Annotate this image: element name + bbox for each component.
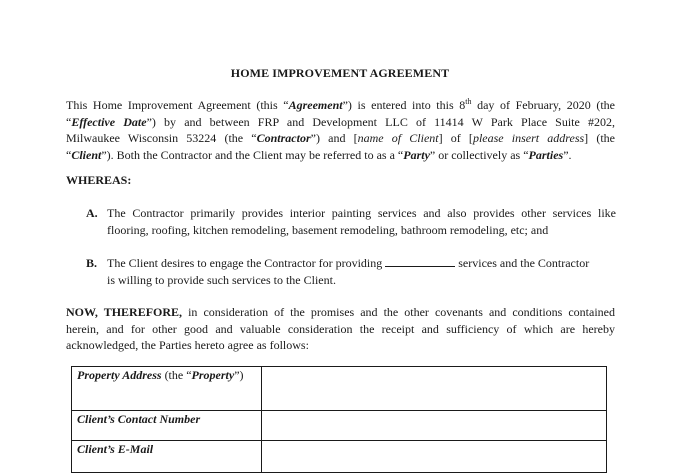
intro-line-2: “Effective Date”) by and between FRP and Development LLC of 11414 W Park Place Suite #202, <box>66 114 615 129</box>
defined-term-party: Party <box>403 147 430 162</box>
intro-line-1: This Home Improvement Agreement (this “Agreement”) is entered into this 8th day of February, 2020 (the <box>66 97 615 112</box>
defined-term-contractor: Contractor <box>256 131 311 145</box>
intro-paragraph <box>66 94 615 163</box>
property-address-label: Property Address (the “Property”) <box>72 367 262 411</box>
table-row <box>72 367 607 411</box>
recital-b-line-1: The Client desires to engage the Contractor for providing services and the Contractor <box>107 256 590 270</box>
defined-term-agreement: Agreement <box>288 98 343 112</box>
whereas-heading: WHEREAS: <box>66 173 132 187</box>
contact-number-label: Client’s Contact Number <box>72 411 262 441</box>
now-therefore-lead: NOW, THEREFORE, <box>66 305 183 319</box>
recital-label: A. <box>86 206 98 220</box>
now-therefore-line-2: herein, and for other good and valuable consideration the receipt and sufficiency of which are hereby <box>66 321 615 336</box>
client-name-placeholder: name of Client <box>357 131 439 145</box>
table-row <box>72 441 607 473</box>
property-address-field[interactable] <box>262 367 607 411</box>
document-title: HOME IMPROVEMENT AGREEMENT <box>230 66 450 80</box>
now-therefore-paragraph <box>66 304 615 354</box>
recital-a-line-2: flooring, roofing, kitchen remodeling, basement remodeling, bathroom remodeling, etc; and <box>107 222 549 237</box>
email-field[interactable] <box>262 441 607 473</box>
client-address-placeholder: please insert address <box>472 131 585 145</box>
service-blank-field[interactable] <box>385 255 455 267</box>
defined-term-parties: Parties <box>528 147 564 162</box>
client-info-table <box>71 366 607 473</box>
recital-a-line-1: The Contractor primarily provides interior painting services and also provides other services like <box>107 206 616 220</box>
now-therefore-line-1: NOW, THEREFORE, in consideration of the promises and the other covenants and conditions contained <box>66 305 615 319</box>
contact-number-field[interactable] <box>262 411 607 441</box>
intro-line-4: “Client”). Both the Contractor and the Client may be referred to as a “Party” or collectively as “Parties”. <box>66 147 572 162</box>
defined-term-client: Client <box>71 147 102 162</box>
intro-line-3: Milwaukee Wisconsin 53224 (the “Contractor”) and [name of Client] of [please insert address] (the <box>66 131 615 145</box>
now-therefore-line-3: acknowledged, the Parties hereto agree as follows: <box>66 338 309 352</box>
recital-b-line-2: is willing to provide such services to the Client. <box>107 272 336 287</box>
recital-label: B. <box>86 256 98 270</box>
email-label: Client’s E-Mail <box>72 441 262 473</box>
defined-term-effective-date: Effective Date <box>71 114 147 129</box>
table-row <box>72 411 607 441</box>
